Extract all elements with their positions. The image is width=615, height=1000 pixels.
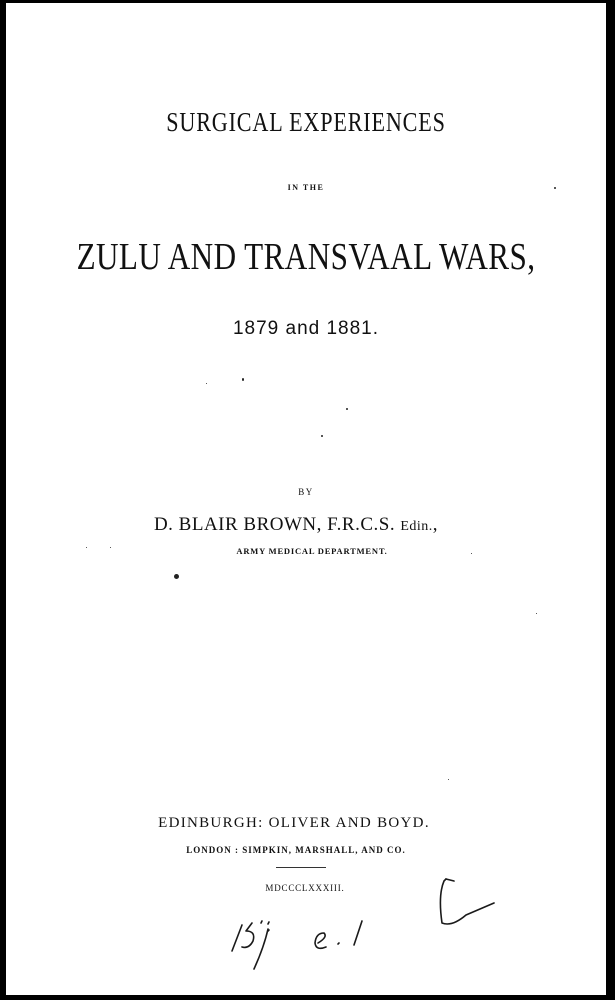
title-line-2: ZULU AND TRANSVAAL WARS, — [76, 236, 536, 278]
dust-speck — [346, 408, 348, 410]
by-line: BY — [298, 487, 314, 497]
title-page — [6, 3, 606, 995]
author-edin: Edin. — [400, 519, 433, 534]
dust-speck — [174, 574, 179, 579]
author-name: D. BLAIR BROWN, F.R.C.S. — [153, 514, 396, 535]
dust-speck — [110, 547, 111, 548]
london-distributor: LONDON : SIMPKIN, MARSHALL, AND CO. — [186, 845, 406, 855]
publisher-line: EDINBURGH: OLIVER AND BOYD. — [158, 815, 430, 831]
dust-speck — [321, 435, 323, 437]
author-comma: , — [432, 514, 439, 535]
publication-date: MDCCCLXXXIII. — [265, 883, 345, 893]
dust-speck — [554, 187, 556, 189]
dust-speck — [86, 547, 87, 548]
title-years: 1879 and 1881. — [232, 318, 380, 339]
dust-speck — [448, 779, 449, 780]
dust-speck — [471, 553, 472, 554]
dust-speck — [242, 378, 244, 381]
dust-speck — [206, 383, 207, 384]
in-the-connector: IN THE — [287, 183, 325, 192]
author-line — [0, 514, 596, 536]
author-department: ARMY MEDICAL DEPARTMENT. — [236, 546, 388, 556]
dust-speck — [536, 613, 537, 614]
divider-rule — [276, 867, 326, 868]
title-line-1: SURGICAL EXPERIENCES — [166, 107, 446, 137]
